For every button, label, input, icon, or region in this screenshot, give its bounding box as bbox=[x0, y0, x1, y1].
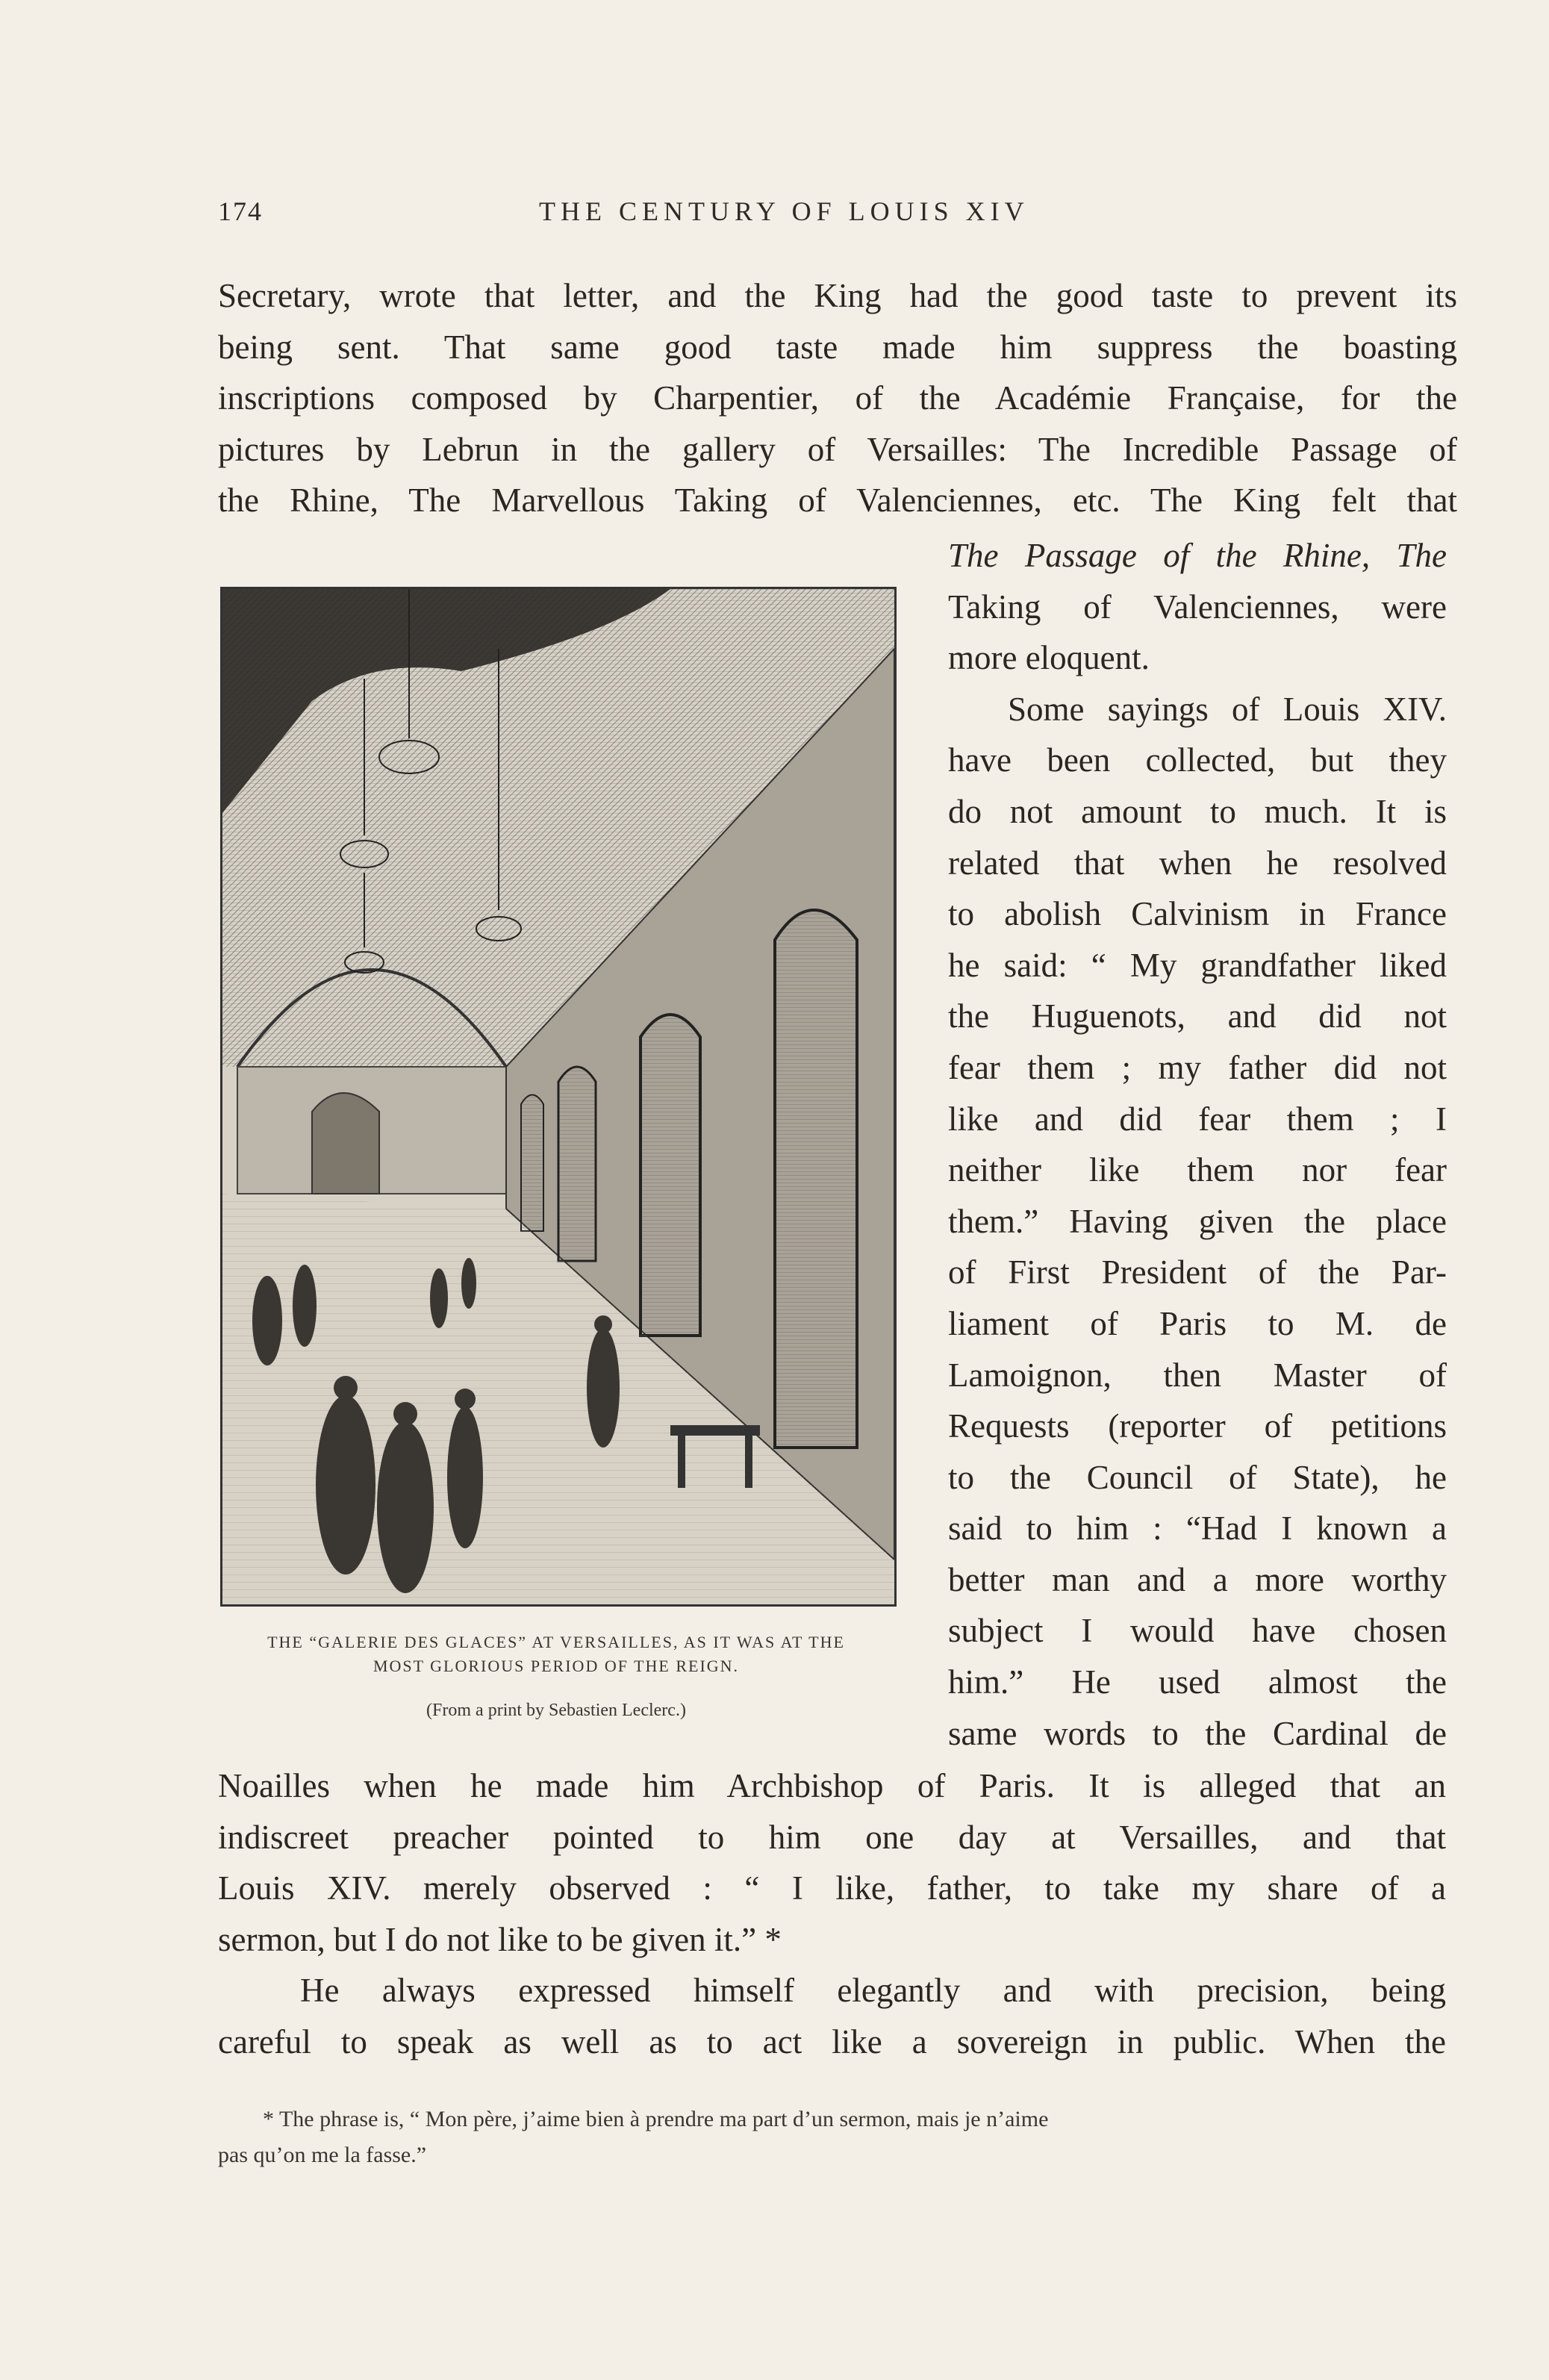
text-line: like and did fear them ; I bbox=[948, 1100, 1447, 1138]
text-line: to the Council of State), he bbox=[948, 1458, 1447, 1496]
text-line: liament of Paris to M. de bbox=[948, 1304, 1447, 1342]
text-line: neither like them nor fear bbox=[948, 1151, 1447, 1189]
text-line: subject I would have chosen bbox=[948, 1612, 1447, 1650]
text-line: to abolish Calvinism in France bbox=[948, 895, 1447, 933]
text-line: do not amount to much. It is bbox=[948, 792, 1447, 830]
text-line: sermon, but I do not like to be given it.” * bbox=[218, 1920, 782, 1958]
footnote bbox=[218, 2102, 1446, 2173]
figure-credit: (From a print by Sebastien Leclerc.) bbox=[426, 1701, 686, 1720]
text-line: careful to speak as well as to act like a sovereign in public. When the bbox=[218, 2022, 1446, 2060]
text-line: said to him : “Had I known a bbox=[948, 1510, 1447, 1548]
engraving-illustration bbox=[220, 587, 897, 1607]
text-line: The Passage of the Rhine, The bbox=[948, 537, 1447, 574]
text-line: Lamoignon, then Master of bbox=[948, 1356, 1447, 1394]
text-line: Secretary, wrote that letter, and the King had the good taste to prevent its bbox=[218, 277, 1457, 314]
text-line: inscriptions composed by Charpentier, of the Académie Française, for the bbox=[218, 379, 1457, 417]
body-text-top bbox=[218, 270, 1457, 526]
page-number: 174 bbox=[218, 196, 263, 226]
galerie-des-glaces-engraving bbox=[222, 589, 894, 1604]
text-line: fear them ; my father did not bbox=[948, 1048, 1447, 1086]
text-line: better man and a more worthy bbox=[948, 1560, 1447, 1598]
text-line: He always expressed himself elegantly and with precision, being bbox=[300, 1972, 1446, 2010]
text-line: indiscreet preacher pointed to him one day at Versailles, and that bbox=[218, 1818, 1446, 1856]
text-line: being sent. That same good taste made him suppress the boasting bbox=[218, 328, 1457, 366]
caption-line: THE “GALERIE DES GLACES” AT VERSAILLES, AS IT WAS AT THE bbox=[267, 1633, 845, 1651]
text-line: Requests (reporter of petitions bbox=[948, 1407, 1447, 1445]
caption-line: MOST GLORIOUS PERIOD OF THE REIGN. bbox=[373, 1657, 740, 1675]
text-line: Taking of Valenciennes, were bbox=[948, 588, 1447, 626]
text-line: have been collected, but they bbox=[948, 741, 1447, 779]
text-line: the Huguenots, and did not bbox=[948, 997, 1447, 1035]
text-line: Some sayings of Louis XIV. bbox=[1008, 690, 1447, 728]
text-line: them.” Having given the place bbox=[948, 1202, 1447, 1240]
text-line: same words to the Cardinal de bbox=[948, 1714, 1447, 1752]
running-head: THE CENTURY OF LOUIS XIV bbox=[539, 196, 1029, 226]
text-line: the Rhine, The Marvellous Taking of Valenciennes, etc. The King felt that bbox=[218, 482, 1457, 520]
footnote-line: pas qu’on me la fasse.” bbox=[218, 2143, 427, 2167]
text-line: of First President of the Par- bbox=[948, 1253, 1447, 1292]
text-line: Noailles when he made him Archbishop of Paris. It is alleged that an bbox=[218, 1767, 1446, 1804]
text-line: Louis XIV. merely observed : “ I like, father, to take my share of a bbox=[218, 1869, 1446, 1907]
footnote-line: * The phrase is, “ Mon père, j’aime bien à prendre ma part d’un sermon, mais je n’aime bbox=[263, 2107, 1049, 2131]
text-line: him.” He used almost the bbox=[948, 1663, 1447, 1701]
body-text-column bbox=[948, 530, 1447, 1759]
text-line: related that when he resolved bbox=[948, 844, 1447, 882]
text-line: pictures by Lebrun in the gallery of Versailles: The Incredible Passage of bbox=[218, 430, 1457, 468]
figure-caption bbox=[202, 1630, 911, 1678]
body-text-bottom bbox=[218, 1760, 1446, 2068]
text-line: he said: “ My grandfather liked bbox=[948, 946, 1447, 984]
text-line: more eloquent. bbox=[948, 639, 1150, 677]
